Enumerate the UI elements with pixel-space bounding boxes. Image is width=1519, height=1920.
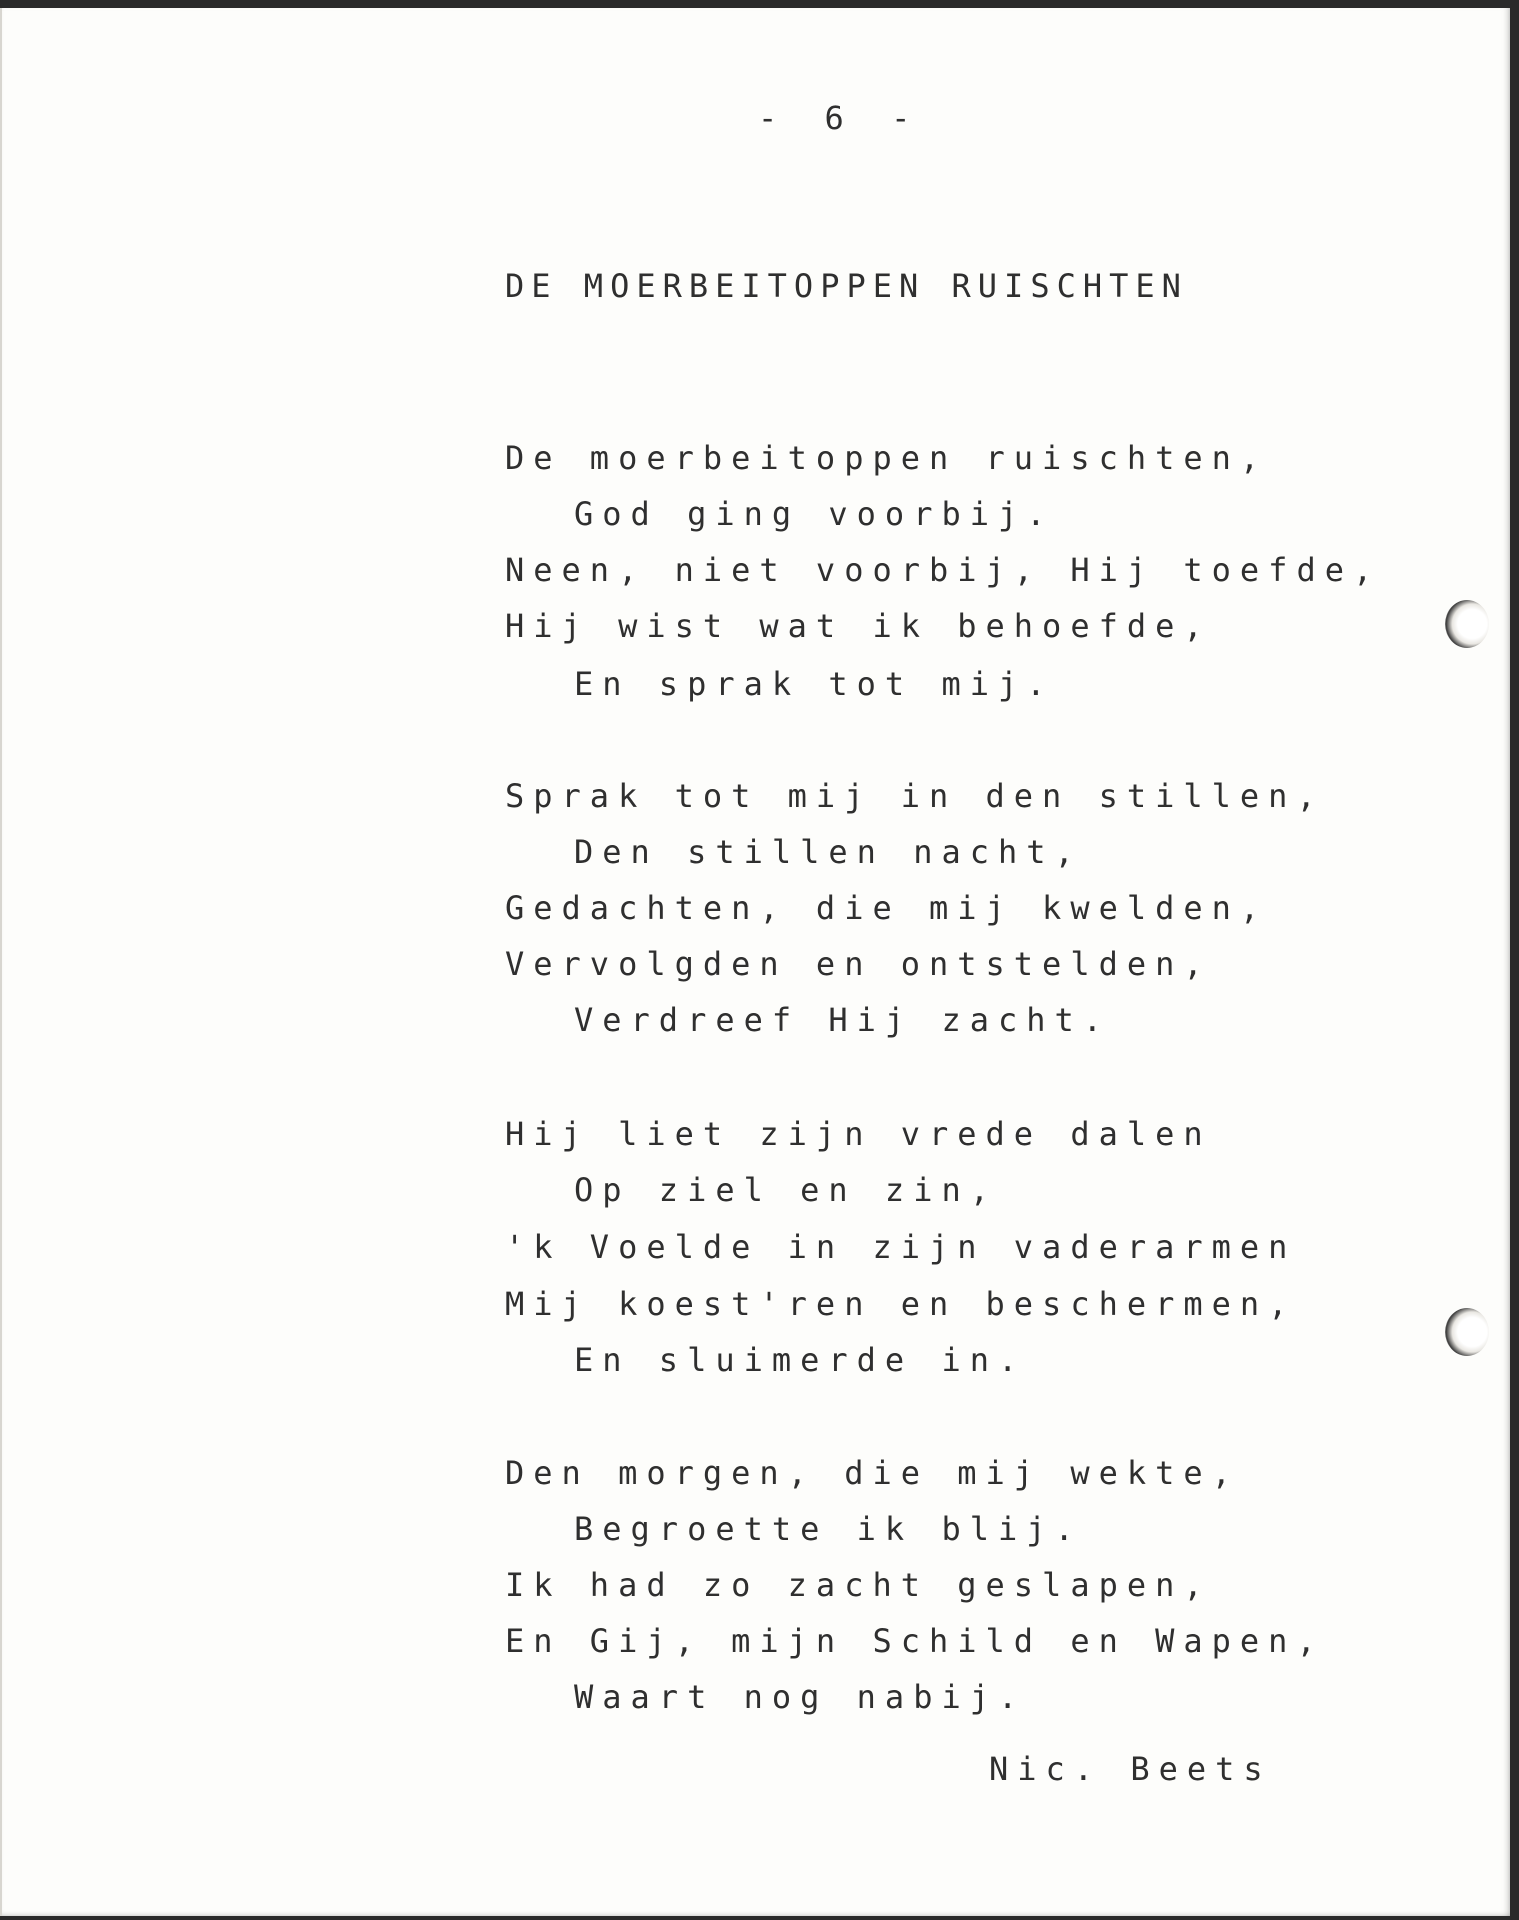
poem-line: Hij wist wat ik behoefde, [505, 607, 1212, 645]
poem-line: En Gij, mijn Schild en Wapen, [505, 1622, 1325, 1660]
poem-line: Op ziel en zin, [574, 1171, 998, 1209]
poem-line: 'k Voelde in zijn vaderarmen [505, 1228, 1297, 1266]
poem-line: Den morgen, die mij wekte, [505, 1454, 1240, 1492]
document-page [0, 8, 1510, 1916]
poem-line: En sluimerde in. [574, 1341, 1027, 1379]
poem-line: Den stillen nacht, [574, 833, 1083, 871]
poem-line: Begroette ik blij. [574, 1510, 1083, 1548]
poem-line: Hij liet zijn vrede dalen [505, 1115, 1212, 1153]
poem-line: Mij koest'ren en beschermen, [505, 1285, 1297, 1323]
poem-line: Neen, niet voorbij, Hij toefde, [505, 551, 1382, 589]
poem-line: Gedachten, die mij kwelden, [505, 889, 1269, 927]
poem-line: Vervolgden en ontstelden, [505, 945, 1212, 983]
punch-hole [1445, 1308, 1489, 1356]
poem-line: Verdreef Hij zacht. [574, 1001, 1112, 1039]
poem-line: En sprak tot mij. [574, 665, 1055, 703]
punch-hole [1445, 600, 1489, 648]
poem-title: DE MOERBEITOPPEN RUISCHTEN [505, 267, 1188, 305]
poem-line: Sprak tot mij in den stillen, [505, 777, 1325, 815]
poem-author: Nic. Beets [989, 1750, 1272, 1788]
poem-line: God ging voorbij. [574, 495, 1055, 533]
poem-line: Ik had zo zacht geslapen, [505, 1566, 1212, 1604]
poem-line: Waart nog nabij. [574, 1678, 1027, 1716]
page-number: - 6 - [758, 99, 925, 137]
poem-line: De moerbeitoppen ruischten, [505, 439, 1269, 477]
